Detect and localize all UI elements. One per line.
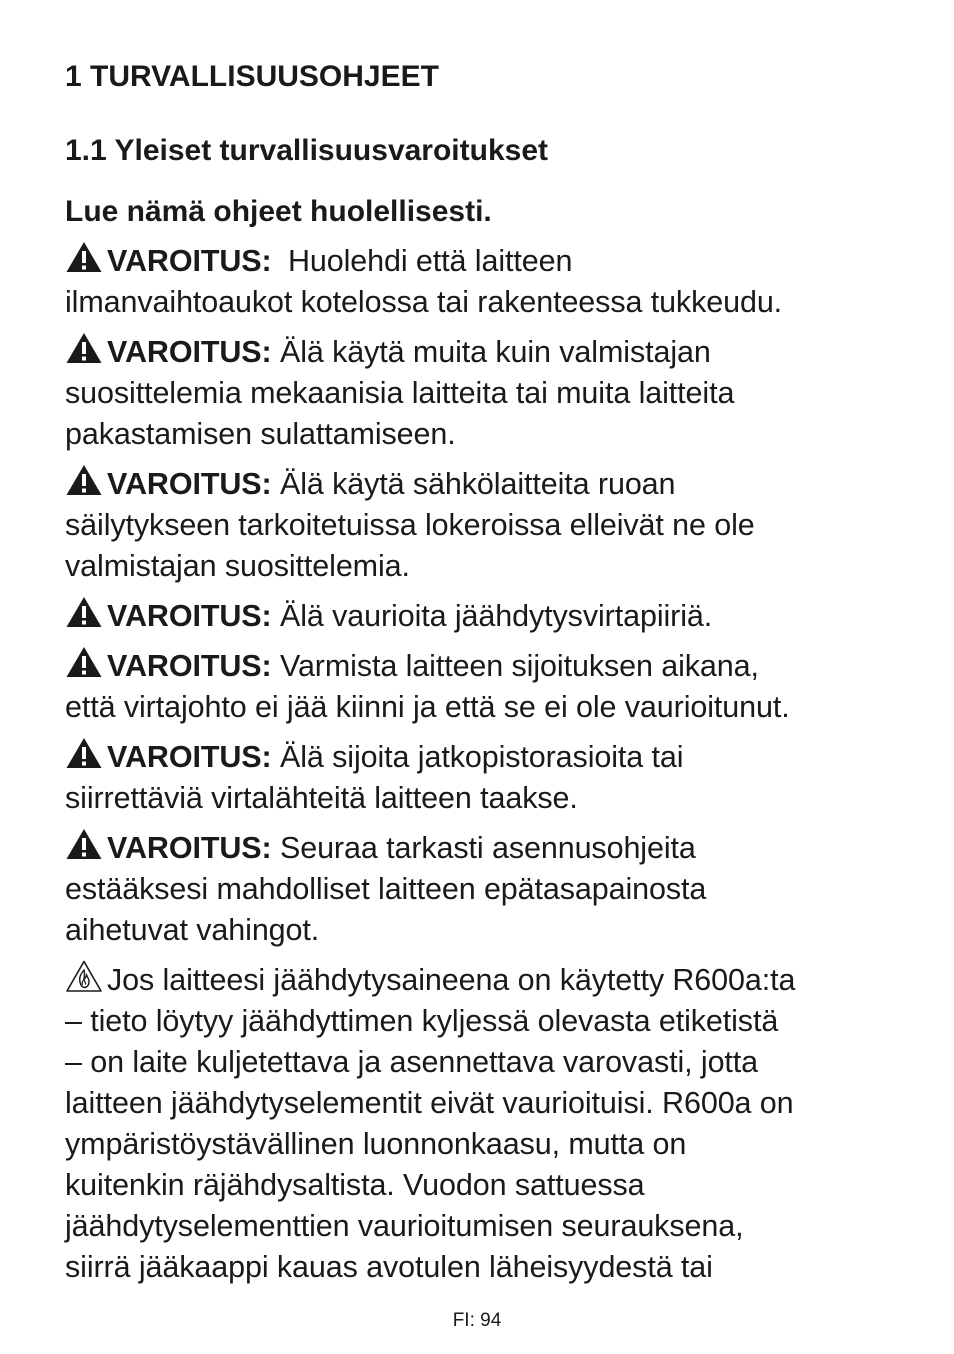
- warning-text-line: Älä sijoita jatkopistorasioita tai: [279, 740, 684, 774]
- warning-text-line: siirrettäviä virtalähteitä laitteen taakse.: [65, 781, 578, 815]
- warning-label: VAROITUS:: [107, 649, 272, 683]
- note-text-line: ympäristöystävällinen luonnonkaasu, mutta on: [65, 1127, 687, 1161]
- page-number: FI: 94: [452, 1310, 502, 1331]
- warning-triangle-icon: [65, 595, 103, 629]
- note-text-line: Jos laitteesi jäähdytysaineena on käytetty R600a:ta: [107, 963, 796, 997]
- warning-item: [65, 645, 895, 728]
- section-heading: 1 TURVALLISUUSOHJEET: [65, 60, 439, 93]
- warning-triangle-icon: [65, 331, 103, 365]
- note-text-line: – tieto löytyy jäähdyttimen kyljessä olevasta etiketistä: [65, 1004, 779, 1038]
- warning-first-line: [65, 645, 895, 687]
- warning-label: VAROITUS:: [107, 335, 272, 369]
- warning-first-line: [65, 240, 895, 282]
- warning-label: VAROITUS:: [107, 740, 272, 774]
- warning-label: VAROITUS:: [107, 831, 272, 865]
- warning-label: VAROITUS:: [107, 244, 272, 278]
- warning-first-line: [65, 595, 895, 637]
- warning-first-line: [65, 331, 895, 373]
- warning-item: [65, 240, 895, 323]
- warnings-list: [65, 240, 895, 1296]
- warning-triangle-icon: [65, 463, 103, 497]
- note-text-line: laitteen jäähdytyselementit eivät vaurioituisi. R600a on: [65, 1086, 794, 1120]
- warning-text-line: säilytykseen tarkoitetuissa lokeroissa elleivät ne ole: [65, 508, 755, 542]
- warning-triangle-icon: [65, 736, 103, 770]
- warning-item: [65, 331, 895, 455]
- note-text-line: – on laite kuljetettava ja asennettava varovasti, jotta: [65, 1045, 759, 1079]
- warning-label: VAROITUS:: [107, 599, 272, 633]
- warning-text-line: estääksesi mahdolliset laitteen epätasapainosta: [65, 872, 707, 906]
- warning-text-line: ilmanvaihtoaukot kotelossa tai rakenteessa tukkeudu.: [65, 285, 783, 319]
- warning-text-line: että virtajohto ei jää kiinni ja että se ei ole vaurioitunut.: [65, 690, 790, 724]
- subsection-heading: 1.1 Yleiset turvallisuusvaroitukset: [65, 134, 549, 167]
- warning-text-line: pakastamisen sulattamiseen.: [65, 417, 456, 451]
- warning-first-line: [65, 463, 895, 505]
- note-text-line: jäähdytyselementtien vaurioitumisen seurauksena,: [65, 1209, 744, 1243]
- warning-label: VAROITUS:: [107, 467, 272, 501]
- warning-first-line: [65, 827, 895, 869]
- warning-text-line: Älä vaurioita jäähdytysvirtapiiriä.: [279, 599, 713, 633]
- note-text-line: kuitenkin räjähdysaltista. Vuodon sattuessa: [65, 1168, 645, 1202]
- warning-text-line: aihetuvat vahingot.: [65, 913, 320, 947]
- warning-item: [65, 736, 895, 819]
- warning-text-line: Älä käytä muita kuin valmistajan: [279, 335, 711, 369]
- warning-text-line: Huolehdi että laitteen: [287, 244, 573, 278]
- warning-first-line: [65, 736, 895, 778]
- warning-text-line: valmistajan suosittelemia.: [65, 549, 410, 583]
- intro-instruction: Lue nämä ohjeet huolellisesti.: [65, 195, 492, 228]
- warning-item: [65, 595, 895, 637]
- note-text-line: siirrä jääkaappi kauas avotulen läheisyydestä tai: [65, 1250, 713, 1284]
- warning-item: [65, 463, 895, 587]
- warning-text-line: Älä käytä sähkölaitteita ruoan: [279, 467, 676, 501]
- flammable-warning-icon: [65, 959, 103, 993]
- warning-text-line: suosittelemia mekaanisia laitteita tai muita laitteita: [65, 376, 735, 410]
- warning-text-line: Varmista laitteen sijoituksen aikana,: [279, 649, 759, 683]
- warning-text-line: Seuraa tarkasti asennusohjeita: [279, 831, 696, 865]
- flammable-note: [65, 959, 895, 1288]
- warning-item: [65, 827, 895, 951]
- note-first-line: [65, 959, 895, 1001]
- warning-triangle-icon: [65, 827, 103, 861]
- warning-triangle-icon: [65, 645, 103, 679]
- warning-triangle-icon: [65, 240, 103, 274]
